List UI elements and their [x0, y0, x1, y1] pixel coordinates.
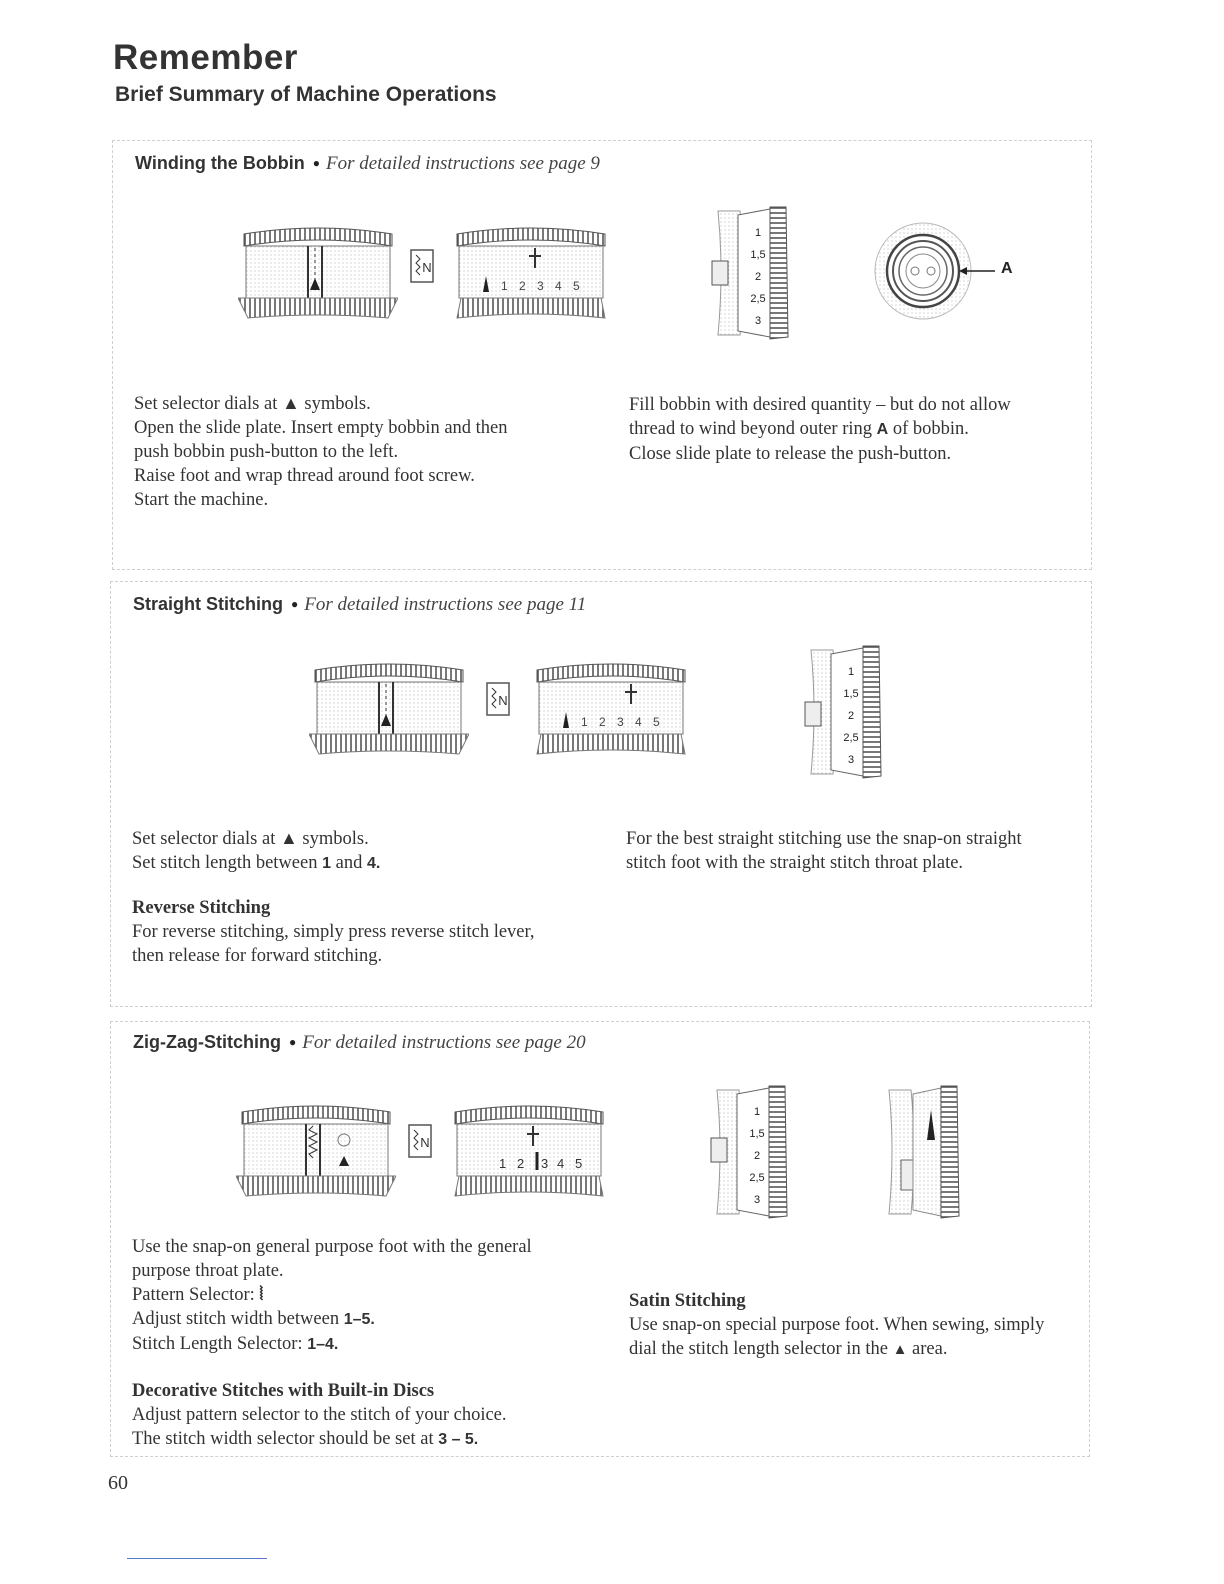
bobbin-illustration [871, 216, 1021, 326]
text-line: Adjust stitch width between [132, 1309, 340, 1329]
subheading-decorative-stitches: Decorative Stitches with Built-in Discs [132, 1381, 435, 1401]
satin-area-icon: ▲ [892, 1342, 908, 1358]
length-tick: 1 [753, 1106, 761, 1118]
width-tick: 1 [581, 715, 588, 729]
length-tick: 1,5 [750, 249, 766, 261]
triangle-symbol-icon: ▲ [279, 828, 298, 848]
width-tick: 5 [575, 1156, 583, 1171]
section-zigzag-stitching [110, 1021, 1090, 1457]
text-line: Close slide plate to release the push-button. [629, 444, 952, 464]
text-line: stitch foot with the straight stitch throat plate. [626, 853, 964, 873]
stitch-width-dial [451, 226, 611, 321]
badge-letter: N [422, 260, 432, 275]
length-tick: 2 [754, 271, 762, 283]
badge-letter: N [498, 693, 508, 708]
zigzag-pattern-icon: ⦚ [259, 1285, 264, 1305]
heading-zigzag: Zig-Zag-Stitching [133, 1032, 281, 1052]
text-line: For reverse stitching, simply press reverse stitch lever, [132, 922, 535, 942]
width-tick: 2 [599, 715, 606, 729]
text-line: and [335, 853, 363, 873]
length-tick: 3 [754, 315, 762, 327]
bullet-icon: ● [288, 1035, 297, 1049]
length-tick: 1,5 [749, 1128, 765, 1140]
ref-page-20: For detailed instructions see page 20 [302, 1032, 586, 1053]
width-range: 1–5. [343, 1311, 375, 1328]
needle-position-badge [410, 249, 434, 283]
text-line: area. [912, 1339, 948, 1359]
stitch-width-dial [449, 1104, 609, 1199]
needle-position-badge [486, 682, 510, 716]
section-heading [133, 1032, 586, 1054]
width-tick: 1 [499, 1156, 507, 1171]
width-tick: 2 [517, 1156, 525, 1171]
text-line: Pattern Selector: [132, 1285, 255, 1305]
footer-rule [127, 1558, 267, 1559]
width-tick: 4 [555, 279, 562, 293]
length-tick: 1,5 [843, 688, 859, 700]
page-title: Remember [113, 38, 298, 77]
bobbin-ring-label: A [1001, 260, 1013, 277]
triangle-symbol-icon: ▲ [281, 393, 300, 413]
text-line: then release for forward stitching. [132, 946, 383, 966]
text-line: purpose throat plate. [132, 1261, 284, 1281]
pattern-selector-dial [236, 1104, 396, 1199]
ref-page-11: For detailed instructions see page 11 [304, 594, 587, 615]
length-min: 1 [322, 855, 332, 872]
text-line: For the best straight stitching use the snap-on straight [626, 829, 1022, 849]
section-heading [135, 153, 600, 175]
text-line: dial the stitch length selector in the [629, 1339, 888, 1359]
section-heading [133, 594, 586, 616]
text-line: The stitch width selector should be set at [132, 1429, 434, 1449]
page-subtitle: Brief Summary of Machine Operations [115, 83, 497, 106]
width-range: 3 – 5. [438, 1431, 479, 1448]
straight-right-text [626, 827, 1076, 875]
width-tick: 1 [501, 279, 508, 293]
bullet-icon: ● [291, 597, 299, 611]
width-tick: 3 [541, 1156, 549, 1171]
width-tick: 5 [653, 715, 660, 729]
zigzag-left-text [132, 1235, 602, 1452]
width-tick: 4 [635, 715, 642, 729]
length-tick: 1 [847, 666, 855, 678]
text-line: Start the machine. [134, 490, 269, 510]
length-tick: 1 [754, 227, 762, 239]
text-line: symbols. [302, 829, 369, 849]
pattern-selector-dial [238, 226, 398, 321]
width-tick: 3 [537, 279, 544, 293]
length-tick: 3 [753, 1194, 761, 1206]
subheading-reverse-stitching: Reverse Stitching [132, 898, 271, 918]
width-tick: 5 [573, 279, 580, 293]
stitch-length-dial [708, 201, 798, 341]
badge-letter: N [420, 1135, 430, 1150]
satin-length-dial [879, 1080, 969, 1220]
text-line: Set stitch length between [132, 853, 318, 873]
ref-page-9: For detailed instructions see page 9 [326, 153, 600, 174]
text-line: symbols. [304, 394, 371, 414]
winding-left-text [134, 391, 584, 512]
section-winding-bobbin [112, 140, 1092, 570]
zigzag-right-text [629, 1289, 1079, 1362]
section-straight-stitching [110, 581, 1092, 1007]
text-line: of bobbin. [892, 419, 969, 439]
straight-left-text [132, 826, 592, 968]
text-line: Raise foot and wrap thread around foot screw. [134, 466, 475, 486]
length-tick: 2 [753, 1150, 761, 1162]
heading-winding: Winding the Bobbin [135, 153, 305, 173]
text-line: thread to wind beyond outer ring [629, 419, 873, 439]
length-tick: 3 [847, 754, 855, 766]
pattern-selector-dial [309, 662, 469, 757]
length-tick: 2,5 [843, 732, 859, 744]
text-line: Set selector dials at [132, 829, 276, 849]
text-line: push bobbin push-button to the left. [134, 442, 399, 462]
needle-position-badge [408, 1124, 432, 1158]
text-line: Use the snap-on general purpose foot with the general [132, 1237, 532, 1257]
stitch-length-dial [801, 640, 891, 780]
heading-straight: Straight Stitching [133, 594, 283, 614]
length-tick: 2 [847, 710, 855, 722]
width-tick: 4 [557, 1156, 565, 1171]
text-line: Use snap-on special purpose foot. When sewing, simply [629, 1315, 1045, 1335]
stitch-length-dial [707, 1080, 797, 1220]
text-line: Adjust pattern selector to the stitch of your choice. [132, 1405, 507, 1425]
length-max: 4. [366, 855, 381, 872]
bullet-icon: ● [312, 156, 321, 170]
stitch-width-dial [531, 662, 691, 757]
length-tick: 2,5 [750, 293, 766, 305]
ring-letter: A [876, 421, 889, 438]
page-number: 60 [108, 1472, 128, 1494]
text-line: Open the slide plate. Insert empty bobbin and then [134, 418, 508, 438]
length-tick: 2,5 [749, 1172, 765, 1184]
width-tick: 2 [519, 279, 526, 293]
length-range: 1–4. [307, 1336, 339, 1353]
text-line: Fill bobbin with desired quantity – but do not allow [629, 395, 1011, 415]
subheading-satin-stitching: Satin Stitching [629, 1291, 746, 1311]
width-tick: 3 [617, 715, 624, 729]
text-line: Set selector dials at [134, 394, 278, 414]
text-line: Stitch Length Selector: [132, 1334, 303, 1354]
winding-right-text [629, 393, 1074, 466]
